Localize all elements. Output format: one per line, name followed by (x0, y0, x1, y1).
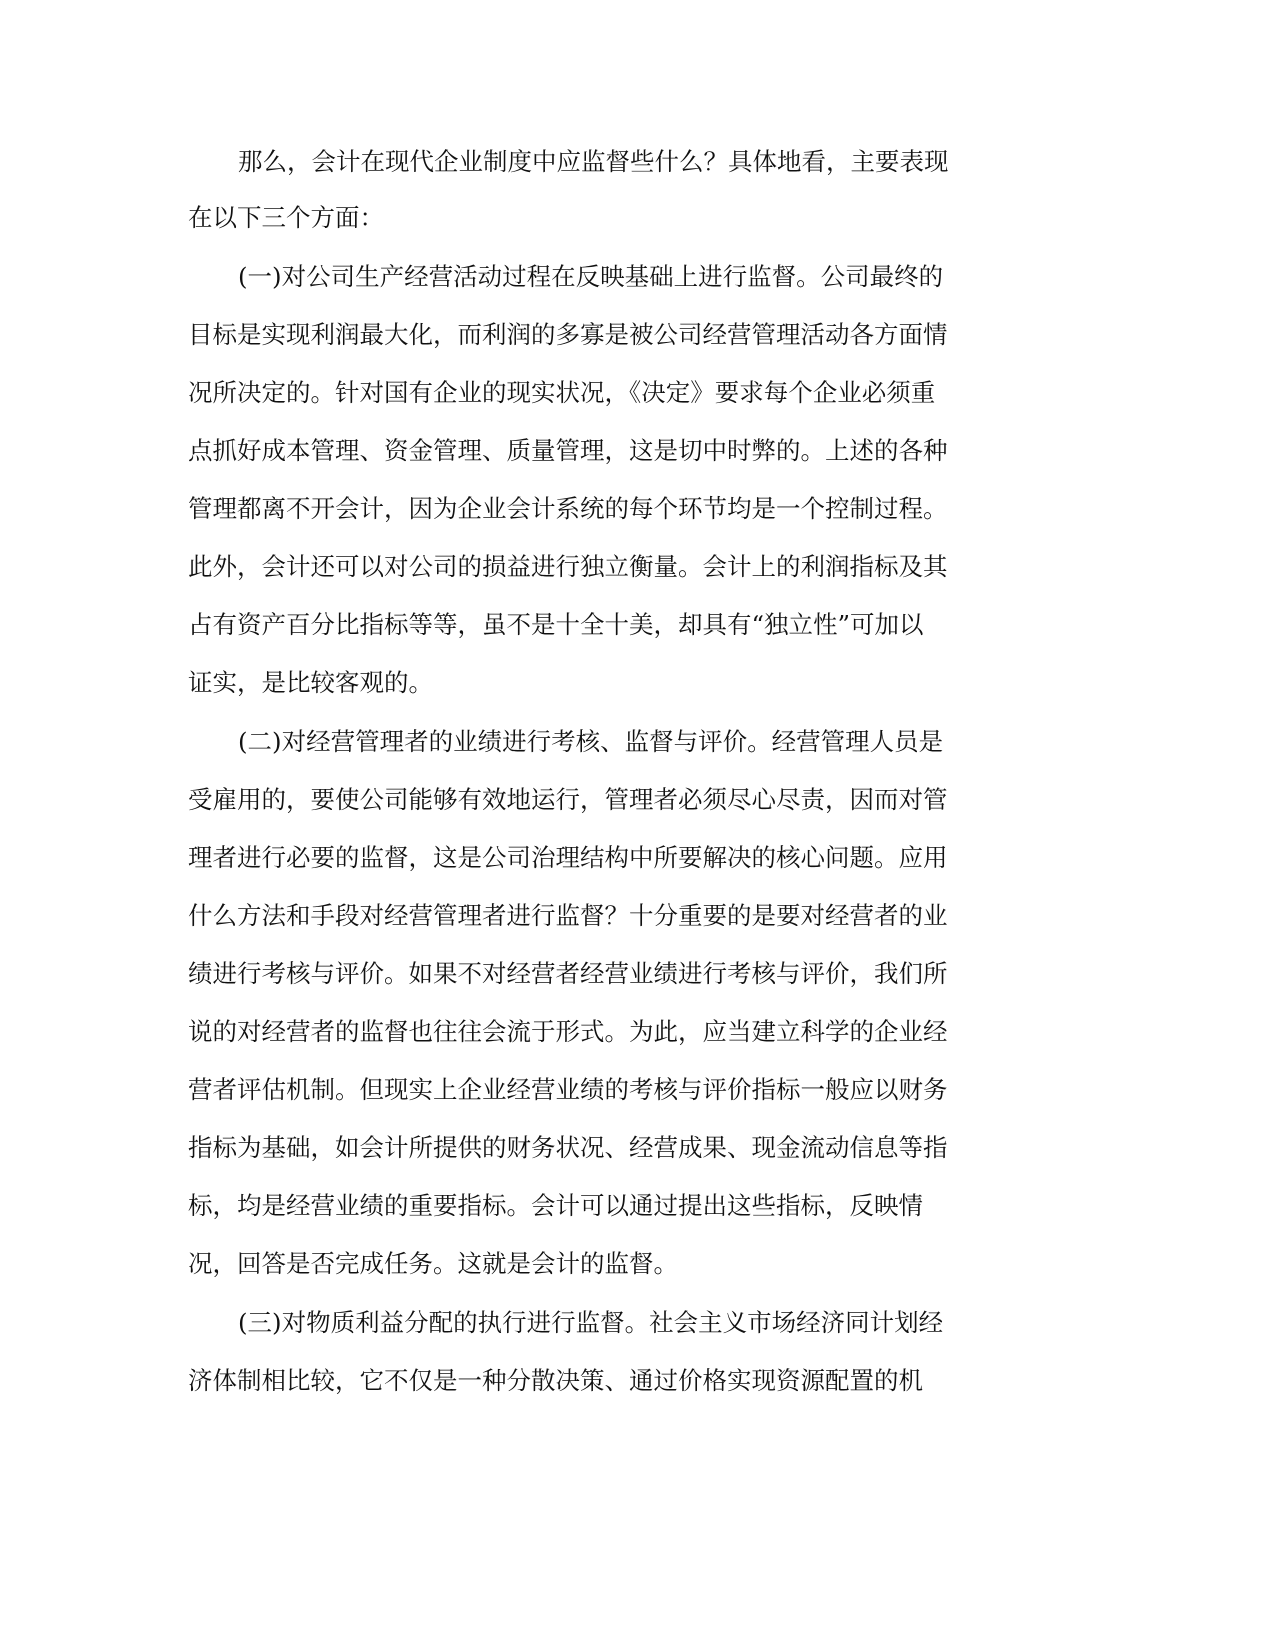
paragraph-3-line-1: (二)对经营管理者的业绩进行考核、监督与评价。经营管理人员是 (238, 727, 944, 756)
paragraph-3-line-10: 况，回答是否完成任务。这就是会计的监督。 (188, 1249, 678, 1278)
paragraph-1-line-1: 那么，会计在现代企业制度中应监督些什么？具体地看，主要表现 (238, 147, 949, 176)
paragraph-3-line-6: 说的对经营者的监督也往往会流于形式。为此，应当建立科学的企业经 (188, 1017, 948, 1046)
paragraph-3-line-8: 指标为基础，如会计所提供的财务状况、经营成果、现金流动信息等指 (188, 1133, 948, 1162)
paragraph-2-line-6: 此外，会计还可以对公司的损益进行独立衡量。会计上的利润指标及其 (188, 552, 948, 581)
paragraph-2-line-8: 证实，是比较客观的。 (188, 668, 433, 697)
paragraph-3-line-3: 理者进行必要的监督，这是公司治理结构中所要解决的核心问题。应用 (188, 843, 948, 872)
paragraph-2-line-2: 目标是实现利润最大化，而利润的多寡是被公司经营管理活动各方面情 (188, 320, 948, 349)
paragraph-2-line-5: 管理都离不开会计，因为企业会计系统的每个环节均是一个控制过程。 (188, 494, 948, 523)
paragraph-3-line-5: 绩进行考核与评价。如果不对经营者经营业绩进行考核与评价，我们所 (188, 959, 948, 988)
paragraph-1-line-2: 在以下三个方面： (188, 203, 384, 232)
paragraph-3-line-4: 什么方法和手段对经营管理者进行监督？十分重要的是要对经营者的业 (188, 901, 948, 930)
paragraph-3-line-2: 受雇用的，要使公司能够有效地运行，管理者必须尽心尽责，因而对管 (188, 785, 948, 814)
paragraph-2-line-4: 点抓好成本管理、资金管理、质量管理，这是切中时弊的。上述的各种 (188, 436, 948, 465)
paragraph-2-line-7: 占有资产百分比指标等等，虽不是十全十美，却具有“独立性”可加以 (188, 610, 924, 639)
paragraph-3-line-9: 标，均是经营业绩的重要指标。会计可以通过提出这些指标，反映情 (188, 1191, 923, 1220)
paragraph-2-line-1: (一)对公司生产经营活动过程在反映基础上进行监督。公司最终的 (238, 262, 944, 291)
paragraph-3-line-7: 营者评估机制。但现实上企业经营业绩的考核与评价指标一般应以财务 (188, 1075, 948, 1104)
paragraph-4-line-1: (三)对物质利益分配的执行进行监督。社会主义市场经济同计划经 (238, 1308, 944, 1337)
paragraph-2-line-3: 况所决定的。针对国有企业的现实状况，《决定》要求每个企业必须重 (188, 378, 936, 407)
paragraph-4-line-2: 济体制相比较，它不仅是一种分散决策、通过价格实现资源配置的机 (188, 1366, 923, 1395)
